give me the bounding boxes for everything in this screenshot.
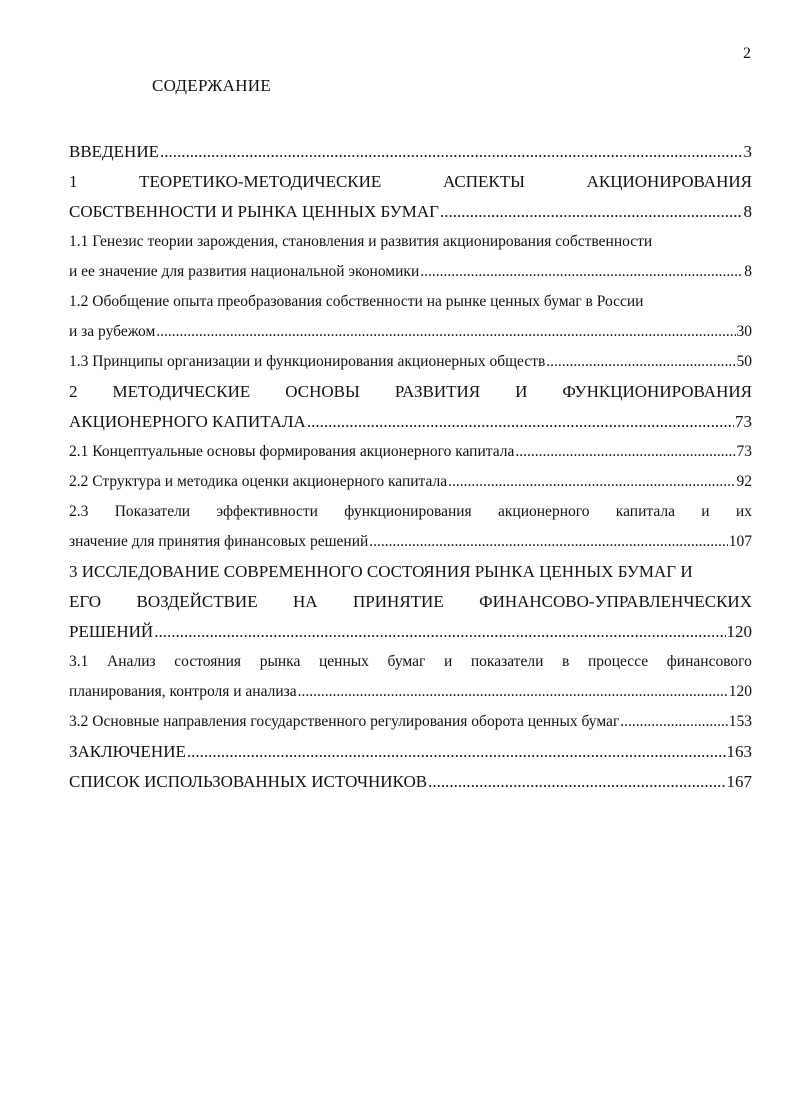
toc-word: рынка — [259, 653, 301, 670]
toc-title: СОДЕРЖАНИЕ — [152, 76, 272, 95]
toc-page-number: 167 — [726, 772, 752, 791]
toc-line — [69, 737, 752, 767]
toc-word: и — [443, 653, 453, 670]
toc-word: Показатели — [114, 503, 191, 520]
toc-entry-title: 1.3 Принципы организации и функционирования акционерных обществ — [69, 353, 546, 370]
toc-word: 1 — [69, 172, 78, 191]
toc-word: финансового — [666, 653, 752, 670]
toc-page-number: 30 — [736, 323, 752, 340]
toc-word: 2.3 — [69, 503, 89, 520]
toc-line — [69, 287, 752, 317]
dot-leader — [160, 142, 743, 162]
toc-line — [69, 167, 752, 197]
toc-entry[interactable] — [69, 287, 752, 347]
toc-line — [69, 227, 752, 257]
toc-entry[interactable] — [69, 377, 752, 437]
toc-word: МЕТОДИЧЕСКИЕ — [112, 382, 251, 401]
toc-word: бумаг — [387, 653, 426, 670]
toc-entry-title: значение для принятия финансовых решений — [69, 533, 369, 550]
toc-entry[interactable] — [69, 347, 752, 377]
dot-leader — [440, 202, 743, 222]
toc-entry[interactable] — [69, 647, 752, 707]
toc-word: РАЗВИТИЯ — [394, 382, 481, 401]
toc-word: функционирования — [344, 503, 472, 520]
toc-word: акционерного — [498, 503, 590, 520]
toc-page-number: 73 — [735, 412, 752, 431]
dot-leader — [420, 263, 743, 281]
page-number: 2 — [743, 45, 751, 62]
toc-line — [69, 347, 752, 377]
toc-page-number: 8 — [743, 202, 752, 221]
toc-entry[interactable] — [69, 737, 752, 767]
toc-entry[interactable] — [69, 437, 752, 467]
toc-word: АСПЕКТЫ — [442, 172, 525, 191]
toc-entry-title: СОБСТВЕННОСТИ И РЫНКА ЦЕННЫХ БУМАГ — [69, 202, 439, 221]
toc-page-number: 120 — [728, 683, 752, 700]
toc-entry-title: ВВЕДЕНИЕ — [69, 142, 159, 161]
toc-word: капитала — [615, 503, 675, 520]
toc-word: ЕГО — [69, 592, 102, 611]
toc-entry[interactable] — [69, 557, 752, 647]
toc-entry-title: 3.2 Основные направления государственного регулирования оборота ценных бумаг — [69, 713, 620, 730]
dot-leader — [428, 772, 725, 792]
toc-line — [69, 557, 752, 587]
dot-leader — [515, 443, 735, 461]
toc-page-number: 50 — [736, 353, 752, 370]
toc-entry-title: 2.1 Концептуальные основы формирования акционерного капитала — [69, 443, 515, 460]
toc-word: эффективности — [216, 503, 318, 520]
toc-word: И — [515, 382, 528, 401]
toc-line — [69, 137, 752, 167]
dot-leader — [369, 533, 727, 551]
toc-line — [69, 647, 752, 677]
toc-entry-title: 2.2 Структура и методика оценки акционерного капитала — [69, 473, 448, 490]
toc-page-number: 92 — [736, 473, 752, 490]
toc-word: ПРИНЯТИЕ — [353, 592, 444, 611]
toc-entry-title: АКЦИОНЕРНОГО КАПИТАЛА — [69, 412, 306, 431]
toc-entry[interactable] — [69, 227, 752, 287]
dot-leader — [298, 683, 728, 701]
toc-word: ТЕОРЕТИКО-МЕТОДИЧЕСКИЕ — [139, 172, 382, 191]
toc-line — [69, 317, 752, 347]
toc-page-number: 107 — [728, 533, 752, 550]
toc-entry[interactable] — [69, 767, 752, 797]
toc-page-number: 163 — [726, 742, 752, 761]
toc-page-number: 3 — [743, 142, 752, 161]
toc-entry-title: и за рубежом — [69, 323, 156, 340]
toc-entry[interactable] — [69, 467, 752, 497]
table-of-contents — [69, 137, 752, 797]
toc-page-number: 8 — [744, 263, 752, 280]
toc-line — [69, 677, 752, 707]
toc-word: НА — [293, 592, 318, 611]
toc-line-text: 1.1 Генезис теории зарождения, становления и развития акционирования собственности — [69, 233, 653, 250]
toc-line-text: 1.2 Обобщение опыта преобразования собственности на рынке ценных бумаг в России — [69, 293, 644, 310]
dot-leader — [307, 412, 734, 432]
toc-line — [69, 767, 752, 797]
toc-line-text: 3 ИССЛЕДОВАНИЕ СОВРЕМЕННОГО СОСТОЯНИЯ РЫНКА ЦЕННЫХ БУМАГ И — [69, 562, 693, 581]
toc-line — [69, 257, 752, 287]
toc-word: в — [562, 653, 570, 670]
toc-word: ФУНКЦИОНИРОВАНИЯ — [562, 382, 752, 401]
toc-word: 3.1 — [69, 653, 89, 670]
toc-word: состояния — [174, 653, 242, 670]
toc-line — [69, 377, 752, 407]
toc-word: и — [701, 503, 710, 520]
dot-leader — [448, 473, 735, 491]
dot-leader — [187, 742, 726, 762]
toc-word: ФИНАНСОВО-УПРАВЛЕНЧЕСКИХ — [479, 592, 752, 611]
toc-word: 2 — [69, 382, 78, 401]
dot-leader — [546, 353, 735, 371]
toc-entry-title: и ее значение для развития национальной экономики — [69, 263, 420, 280]
toc-entry-title: СПИСОК ИСПОЛЬЗОВАННЫХ ИСТОЧНИКОВ — [69, 772, 428, 791]
toc-page-number: 153 — [728, 713, 752, 730]
toc-line — [69, 197, 752, 227]
dot-leader — [156, 323, 735, 341]
toc-word: ценных — [318, 653, 369, 670]
toc-page-number: 73 — [736, 443, 752, 460]
dot-leader — [620, 713, 727, 731]
toc-line — [69, 707, 752, 737]
toc-word: АКЦИОНИРОВАНИЯ — [586, 172, 752, 191]
toc-line — [69, 437, 752, 467]
toc-word: ОСНОВЫ — [285, 382, 360, 401]
toc-entry-title: РЕШЕНИЙ — [69, 622, 154, 641]
toc-entry[interactable] — [69, 137, 752, 167]
toc-entry[interactable] — [69, 167, 752, 227]
toc-line — [69, 527, 752, 557]
toc-line — [69, 407, 752, 437]
toc-word: Анализ — [107, 653, 156, 670]
toc-entry[interactable] — [69, 497, 752, 557]
toc-line — [69, 587, 752, 617]
toc-word: процессе — [587, 653, 649, 670]
toc-word: их — [735, 503, 752, 520]
toc-line — [69, 467, 752, 497]
toc-word: ВОЗДЕЙСТВИЕ — [136, 592, 258, 611]
toc-line — [69, 617, 752, 647]
toc-word: показатели — [470, 653, 544, 670]
toc-entry-title: ЗАКЛЮЧЕНИЕ — [69, 742, 186, 761]
toc-entry[interactable] — [69, 707, 752, 737]
toc-entry-title: планирования, контроля и анализа — [69, 683, 297, 700]
toc-line — [69, 497, 752, 527]
toc-page-number: 120 — [726, 622, 752, 641]
dot-leader — [154, 622, 725, 642]
